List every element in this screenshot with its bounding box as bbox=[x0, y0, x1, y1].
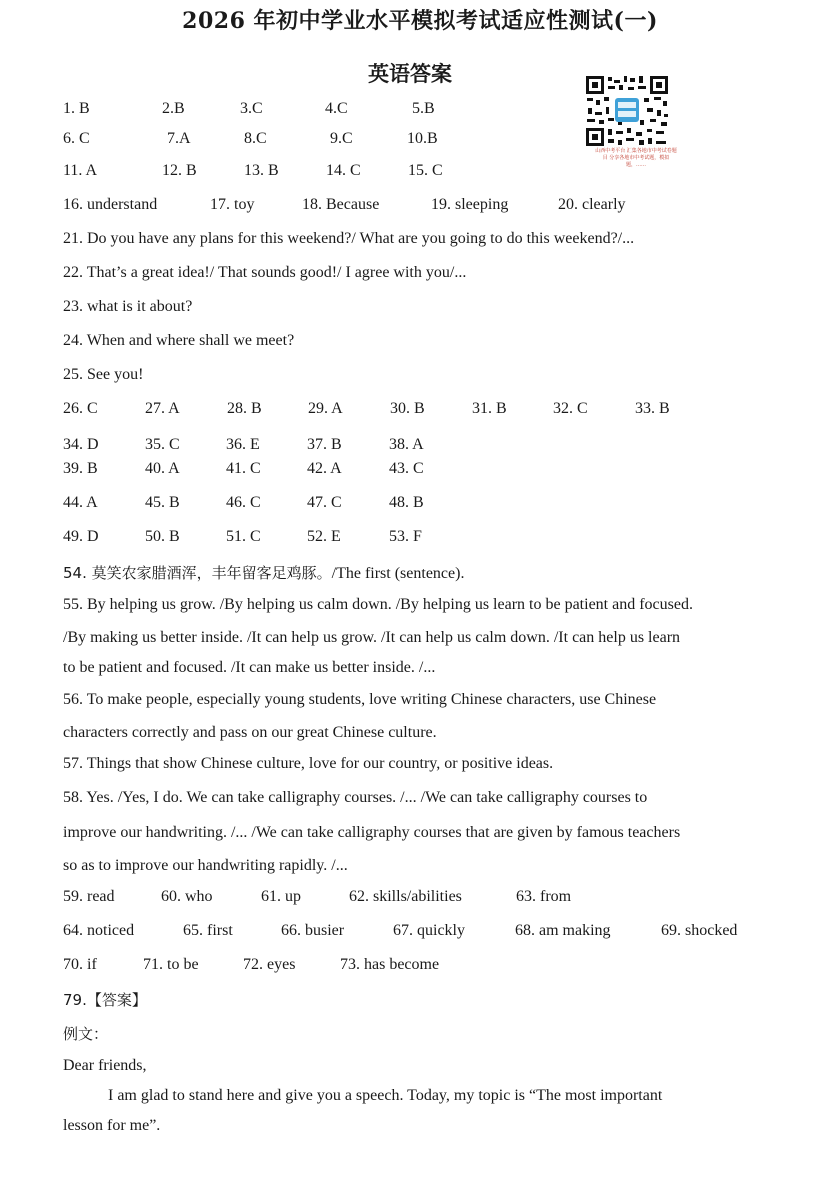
answer-item: 6. C bbox=[63, 130, 90, 147]
qr-code-icon bbox=[584, 74, 670, 148]
answer-57: 57. Things that show Chinese culture, love for our country, or positive ideas. bbox=[63, 755, 554, 772]
answer-55-line-1: 55. By helping us grow. /By helping us calm down. /By helping us learn to be patient and focused. bbox=[63, 596, 693, 613]
answer-item: 14. C bbox=[326, 162, 361, 179]
answer-item: 39. B bbox=[63, 460, 98, 477]
answer-item: 60. who bbox=[161, 888, 213, 905]
answer-item: 72. eyes bbox=[243, 956, 296, 973]
essay-body-line-1: I am glad to stand here and give you a speech. Today, my topic is “The most important bbox=[108, 1087, 663, 1104]
answer-56-line-1: 56. To make people, especially young students, love writing Chinese characters, use Chinese bbox=[63, 691, 657, 708]
answer-item: 2.B bbox=[162, 100, 185, 117]
answer-item: 20. clearly bbox=[558, 196, 626, 213]
answer-item: 61. up bbox=[261, 888, 301, 905]
page-title: 2026 年初中学业水平模拟考试适应性测试(一) bbox=[182, 8, 658, 34]
answer-22: 22. That’s a great idea!/ That sounds good!/ I agree with you/... bbox=[63, 264, 467, 281]
answer-24: 24. When and where shall we meet? bbox=[63, 332, 295, 349]
answer-item: 34. D bbox=[63, 436, 99, 453]
answer-item: 37. B bbox=[307, 436, 342, 453]
essay-label-text: 79.【答案】 bbox=[63, 991, 147, 1009]
answer-item: 64. noticed bbox=[63, 922, 135, 939]
answer-item: 52. E bbox=[307, 528, 341, 545]
answer-item: 67. quickly bbox=[393, 922, 465, 939]
answer-item: 43. C bbox=[389, 460, 424, 477]
answer-item: 4.C bbox=[325, 100, 348, 117]
answer-item: 28. B bbox=[227, 400, 262, 417]
answer-54-english: /The first (sentence). bbox=[331, 565, 465, 582]
answer-item: 73. has become bbox=[340, 956, 440, 973]
answer-item: 42. A bbox=[307, 460, 342, 477]
answer-54-chinese: 54. 莫笑农家腊酒浑，丰年留客足鸡豚。 bbox=[63, 564, 332, 582]
qr-caption: 山西中考平台 汇集各地市中考试卷题目 分享各地市中考试题，模拟题，…… bbox=[595, 148, 677, 168]
answer-item: 65. first bbox=[183, 922, 233, 939]
answer-item: 9.C bbox=[330, 130, 353, 147]
answer-item: 63. from bbox=[516, 888, 572, 905]
answer-25: 25. See you! bbox=[63, 366, 144, 383]
essay-example-label: 例文： bbox=[63, 1025, 109, 1043]
answer-item: 45. B bbox=[145, 494, 180, 511]
answer-item: 16. understand bbox=[63, 196, 158, 213]
answer-item: 33. B bbox=[635, 400, 670, 417]
answer-item: 66. busier bbox=[281, 922, 345, 939]
answer-item: 31. B bbox=[472, 400, 507, 417]
answer-item: 51. C bbox=[226, 528, 261, 545]
answer-item: 29. A bbox=[308, 400, 343, 417]
answer-item: 32. C bbox=[553, 400, 588, 417]
answer-item: 38. A bbox=[389, 436, 424, 453]
answer-item: 17. toy bbox=[210, 196, 255, 213]
answer-item: 62. skills/abilities bbox=[349, 888, 462, 905]
answer-item: 30. B bbox=[390, 400, 425, 417]
page-subtitle: 英语答案 bbox=[368, 61, 452, 86]
answer-item: 5.B bbox=[412, 100, 435, 117]
answer-item: 50. B bbox=[145, 528, 180, 545]
answer-item: 49. D bbox=[63, 528, 99, 545]
answer-item: 1. B bbox=[63, 100, 90, 117]
answer-item: 15. C bbox=[408, 162, 443, 179]
answer-item: 44. A bbox=[63, 494, 98, 511]
answer-item: 48. B bbox=[389, 494, 424, 511]
answer-item: 69. shocked bbox=[661, 922, 738, 939]
answer-55-line-2: /By making us better inside. /It can help us grow. /It can help us calm down. /It can help us learn bbox=[63, 629, 681, 646]
answer-item: 35. C bbox=[145, 436, 180, 453]
answer-58-line-3: so as to improve our handwriting rapidly. /... bbox=[63, 857, 348, 874]
answer-item: 41. C bbox=[226, 460, 261, 477]
answer-21: 21. Do you have any plans for this weekend?/ What are you going to do this weekend?/... bbox=[63, 230, 635, 247]
answer-item: 46. C bbox=[226, 494, 261, 511]
essay-label bbox=[63, 989, 147, 1010]
answer-item: 59. read bbox=[63, 888, 115, 905]
essay-body-line-2: lesson for me”. bbox=[63, 1117, 161, 1134]
answer-item: 3.C bbox=[240, 100, 263, 117]
answer-item: 11. A bbox=[63, 162, 98, 179]
answer-55-line-3: to be patient and focused. /It can make us better inside. /... bbox=[63, 659, 436, 676]
answer-item: 53. F bbox=[389, 528, 422, 545]
answer-item: 13. B bbox=[244, 162, 279, 179]
answer-56-line-2: characters correctly and pass on our great Chinese culture. bbox=[63, 724, 437, 741]
answer-item: 27. A bbox=[145, 400, 180, 417]
answer-item: 68. am making bbox=[515, 922, 611, 939]
answer-item: 8.C bbox=[244, 130, 267, 147]
answer-item: 71. to be bbox=[143, 956, 199, 973]
answer-item: 18. Because bbox=[302, 196, 380, 213]
answer-item: 26. C bbox=[63, 400, 98, 417]
answer-item: 40. A bbox=[145, 460, 180, 477]
answer-item: 7.A bbox=[167, 130, 191, 147]
essay-greeting: Dear friends, bbox=[63, 1057, 147, 1074]
answer-item: 10.B bbox=[407, 130, 438, 147]
answer-item: 12. B bbox=[162, 162, 197, 179]
answer-58-line-2: improve our handwriting. /... /We can take calligraphy courses that are given by famous teachers bbox=[63, 824, 681, 841]
answer-item: 70. if bbox=[63, 956, 97, 973]
answer-item: 47. C bbox=[307, 494, 342, 511]
answer-58-line-1: 58. Yes. /Yes, I do. We can take calligraphy courses. /... /We can take calligraphy courses to bbox=[63, 789, 648, 806]
answer-item: 36. E bbox=[226, 436, 260, 453]
answer-item: 19. sleeping bbox=[431, 196, 509, 213]
answer-54 bbox=[63, 562, 464, 583]
answer-23: 23. what is it about? bbox=[63, 298, 193, 315]
